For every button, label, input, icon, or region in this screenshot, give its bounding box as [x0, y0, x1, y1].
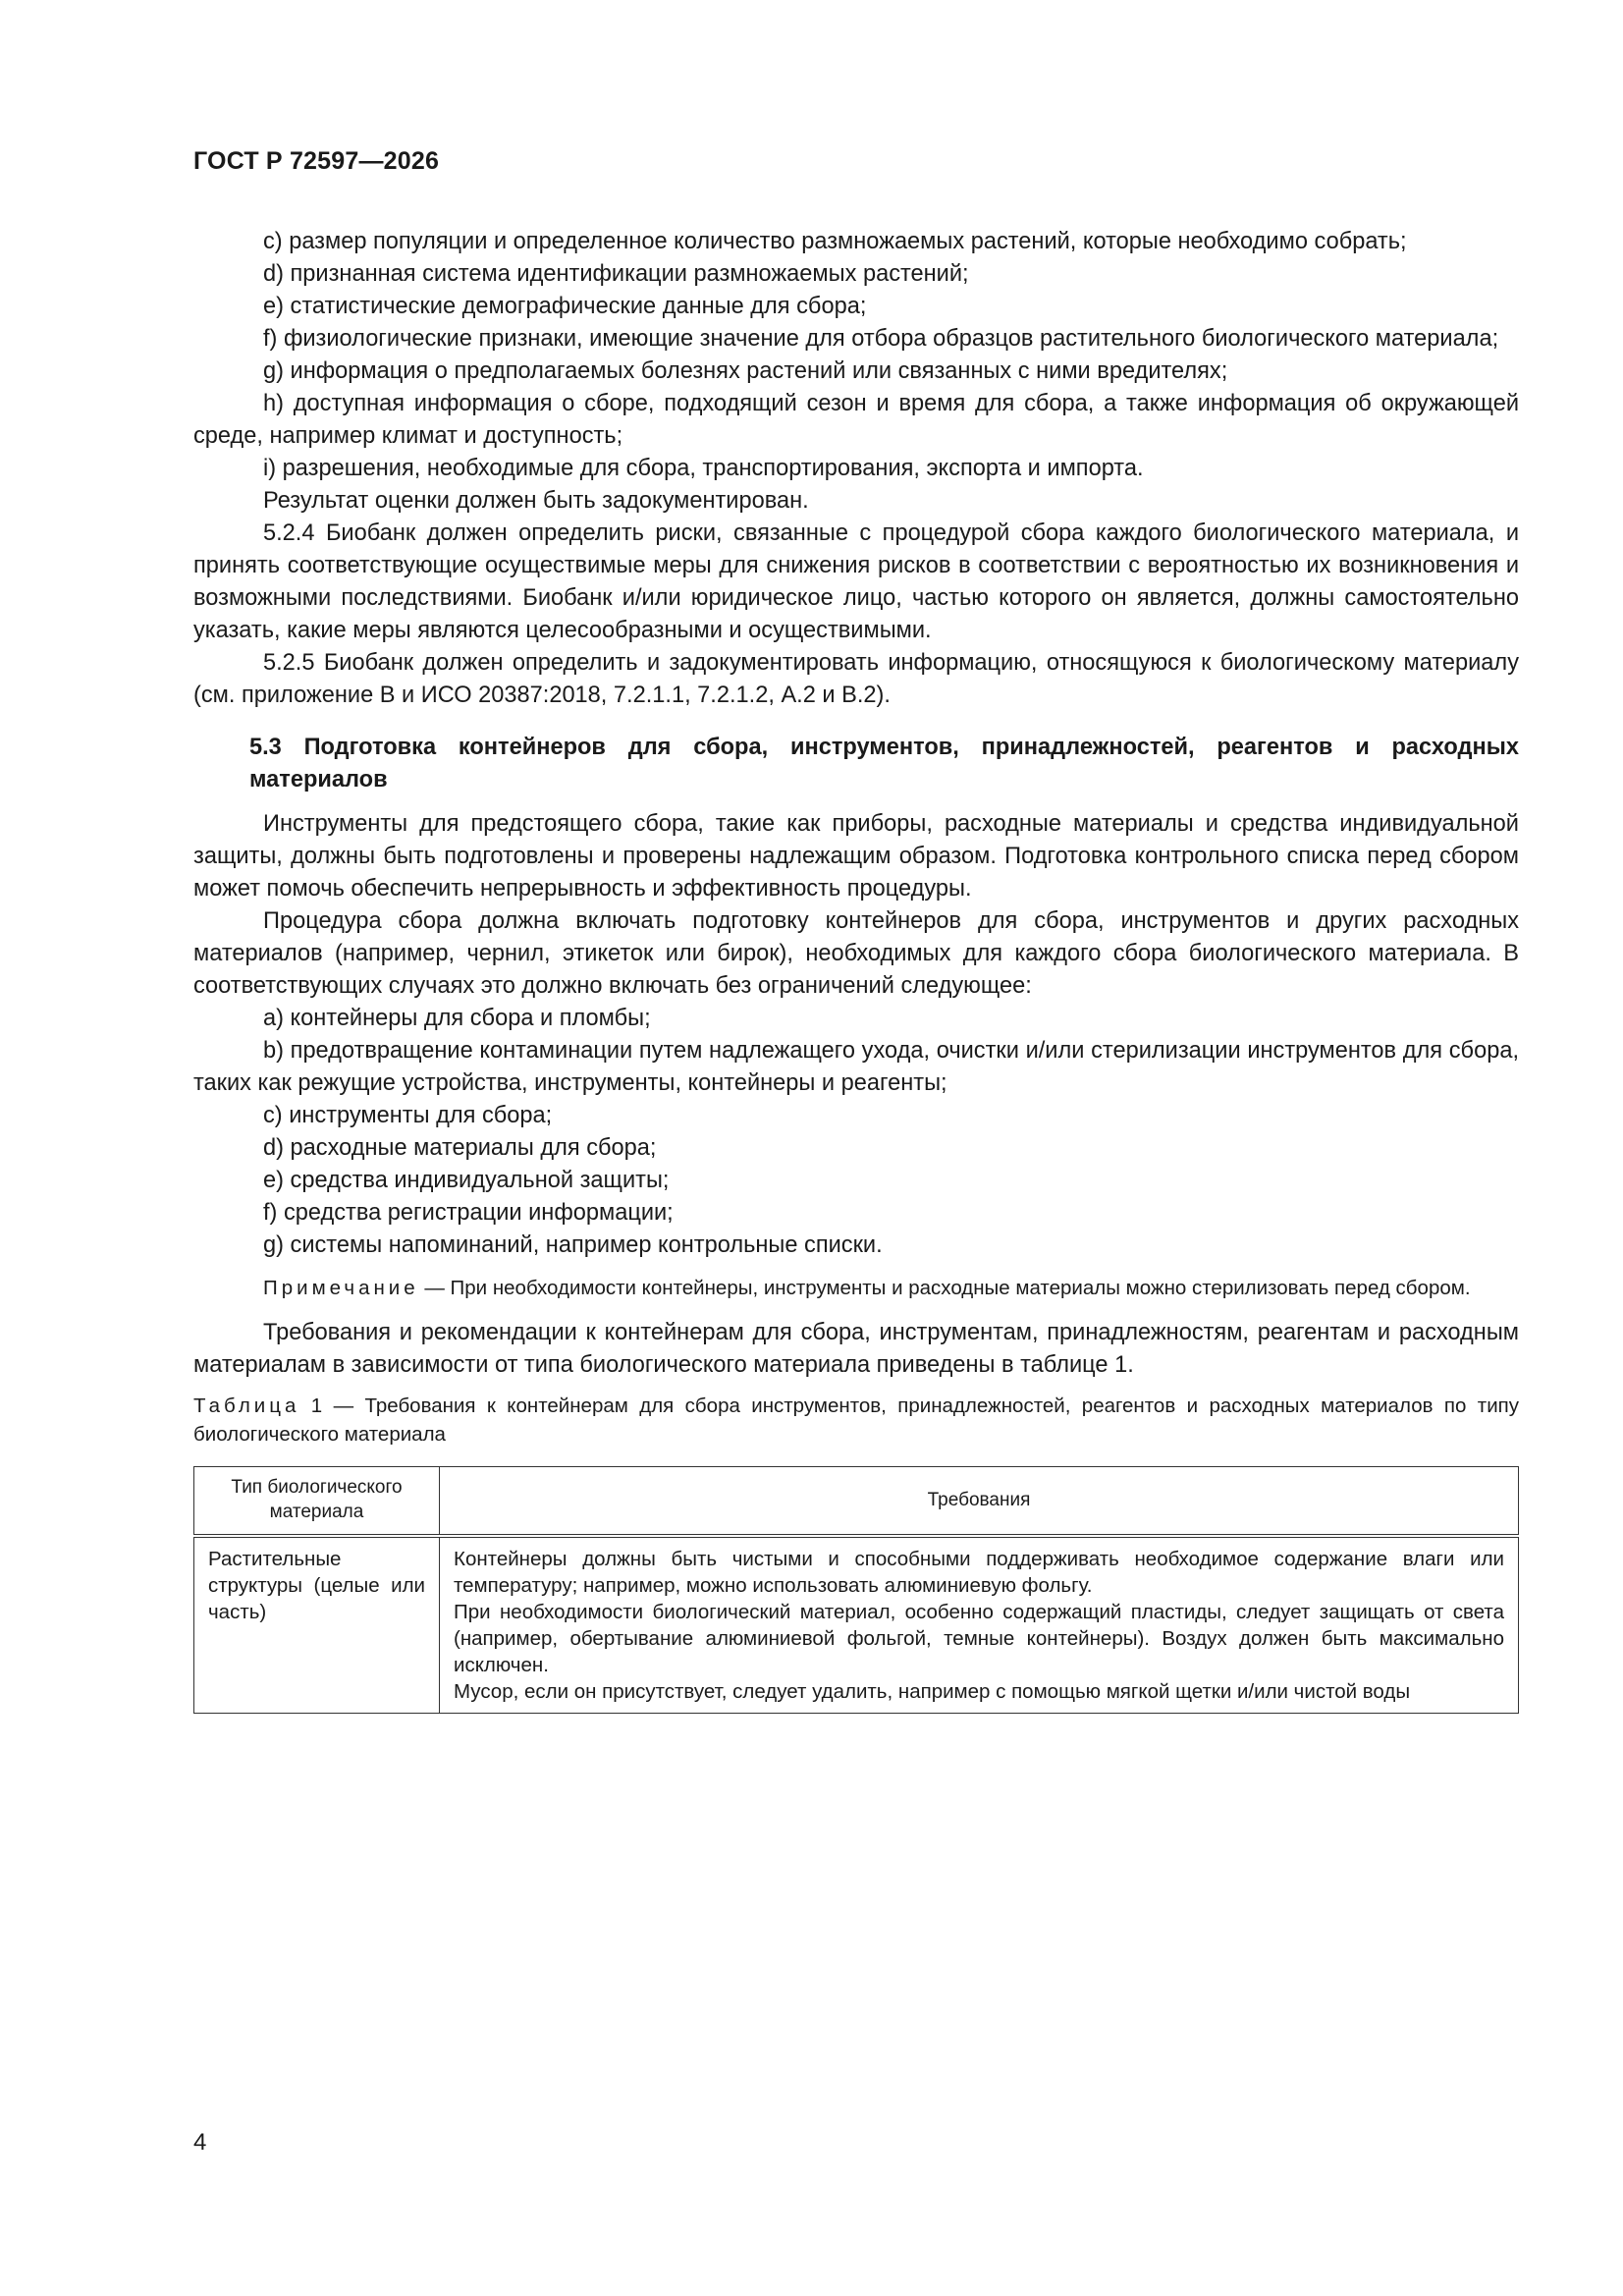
section-heading-5-3: 5.3 Подготовка контейнеров для сбора, инструментов, принадлежностей, реагентов и расходных материалов [249, 735, 1519, 793]
document-header: ГОСТ Р 72597—2026 [193, 147, 440, 175]
paragraph-requirements: Требования и рекомендации к контейнерам для сбора, инструментам, принадлежностям, реагентам и расходным материалам в зависимости от типа биологического материала приведены в таблице 1. [193, 1320, 1519, 1378]
list-item-h: h) доступная информация о сборе, подходящий сезон и время для сбора, а также информация об окружающей среде, например климат и доступность; [193, 391, 1519, 449]
list-item-c: c) размер популяции и определенное количество размножаемых растений, которые необходимо собрать; [263, 229, 1407, 254]
requirement-line: Контейнеры должны быть чистыми и способными поддерживать необходимое содержание влаги или температуру; например, можно использовать алюминиевую фольгу. [454, 1548, 1504, 1597]
clause-5-2-4: 5.2.4 Биобанк должен определить риски, связанные с процедурой сбора каждого биологического материала, и принять соответствующие осуществимые меры для снижения рисков в соответствии с вероятностью их возникновения и возможными последствиями. Биобанк и/или юридическое лицо, частью которого он является, должны самостоятельно указать, какие меры являются целесообразными и осуществимыми. [193, 520, 1519, 643]
table-caption-text: 1 — Требования к контейнерам для сбора инструментов, принадлежностей, реагентов и расходных материалов по типу биологического материала [193, 1394, 1519, 1446]
table-caption-label: Таблица [193, 1394, 300, 1417]
table-cell-requirements [440, 1536, 1519, 1714]
list-item-g2: g) системы напоминаний, например контрольные списки. [263, 1232, 883, 1258]
requirement-line: При необходимости биологический материал, особенно содержащий пластиды, следует защищать от света (например, обертывание алюминиевой фольгой, темные контейнеры). Воздух должен быть максимально исключен. [454, 1601, 1504, 1676]
requirement-line: Мусор, если он присутствует, следует удалить, например с помощью мягкой щетки и/или чистой воды [454, 1680, 1411, 1703]
paragraph-procedure: Процедура сбора должна включать подготовку контейнеров для сбора, инструментов и других расходных материалов (например, чернил, этикеток или бирок), необходимых для каждого сбора биологического материала. В соответствующих случаях это должно включать без ограничений следующее: [193, 908, 1519, 999]
table-cell-type: Растительные структуры (целые или часть) [194, 1536, 440, 1714]
list-item-a: a) контейнеры для сбора и пломбы; [263, 1006, 651, 1031]
list-item-g: g) информация о предполагаемых болезнях растений или связанных с ними вредителях; [263, 358, 1228, 384]
table-header-type: Тип биологического материала [194, 1467, 440, 1537]
clause-5-2-5: 5.2.5 Биобанк должен определить и задокументировать информацию, относящуюся к биологическому материалу (см. приложение В и ИСО 20387:2018, 7.2.1.1, 7.2.1.2, А.2 и В.2). [193, 650, 1519, 708]
list-item-d2: d) расходные материалы для сбора; [263, 1135, 657, 1161]
note [193, 1274, 1519, 1303]
list-item-e2: e) средства индивидуальной защиты; [263, 1168, 670, 1193]
list-item-c2: c) инструменты для сбора; [263, 1103, 553, 1128]
table-header-requirements: Требования [440, 1467, 1519, 1537]
table-caption [193, 1392, 1519, 1449]
document-body [193, 226, 1519, 1714]
list-item-f: f) физиологические признаки, имеющие значение для отбора образцов растительного биологического материала; [263, 326, 1499, 352]
paragraph-assessment: Результат оценки должен быть задокументирован. [263, 488, 809, 514]
requirements-table [193, 1466, 1519, 1714]
note-label: Примечание [263, 1277, 419, 1299]
list-item-f2: f) средства регистрации информации; [263, 1200, 674, 1226]
page-number: 4 [193, 2129, 207, 2156]
list-item-e: e) статистические демографические данные для сбора; [263, 294, 867, 319]
note-text: — При необходимости контейнеры, инструменты и расходные материалы можно стерилизовать перед сбором. [418, 1277, 1471, 1299]
list-item-d: d) признанная система идентификации размножаемых растений; [263, 261, 969, 287]
table-row [194, 1536, 1519, 1714]
list-item-i: i) разрешения, необходимые для сбора, транспортирования, экспорта и импорта. [263, 456, 1144, 481]
paragraph-instruments: Инструменты для предстоящего сбора, такие как приборы, расходные материалы и средства индивидуальной защиты, должны быть подготовлены и проверены надлежащим образом. Подготовка контрольного списка перед сбором может помочь обеспечить непрерывность и эффективность процедуры. [193, 811, 1519, 902]
table-header-row [194, 1467, 1519, 1537]
list-item-b: b) предотвращение контаминации путем надлежащего ухода, очистки и/или стерилизации инструментов для сбора, таких как режущие устройства, инструменты, контейнеры и реагенты; [193, 1038, 1519, 1096]
